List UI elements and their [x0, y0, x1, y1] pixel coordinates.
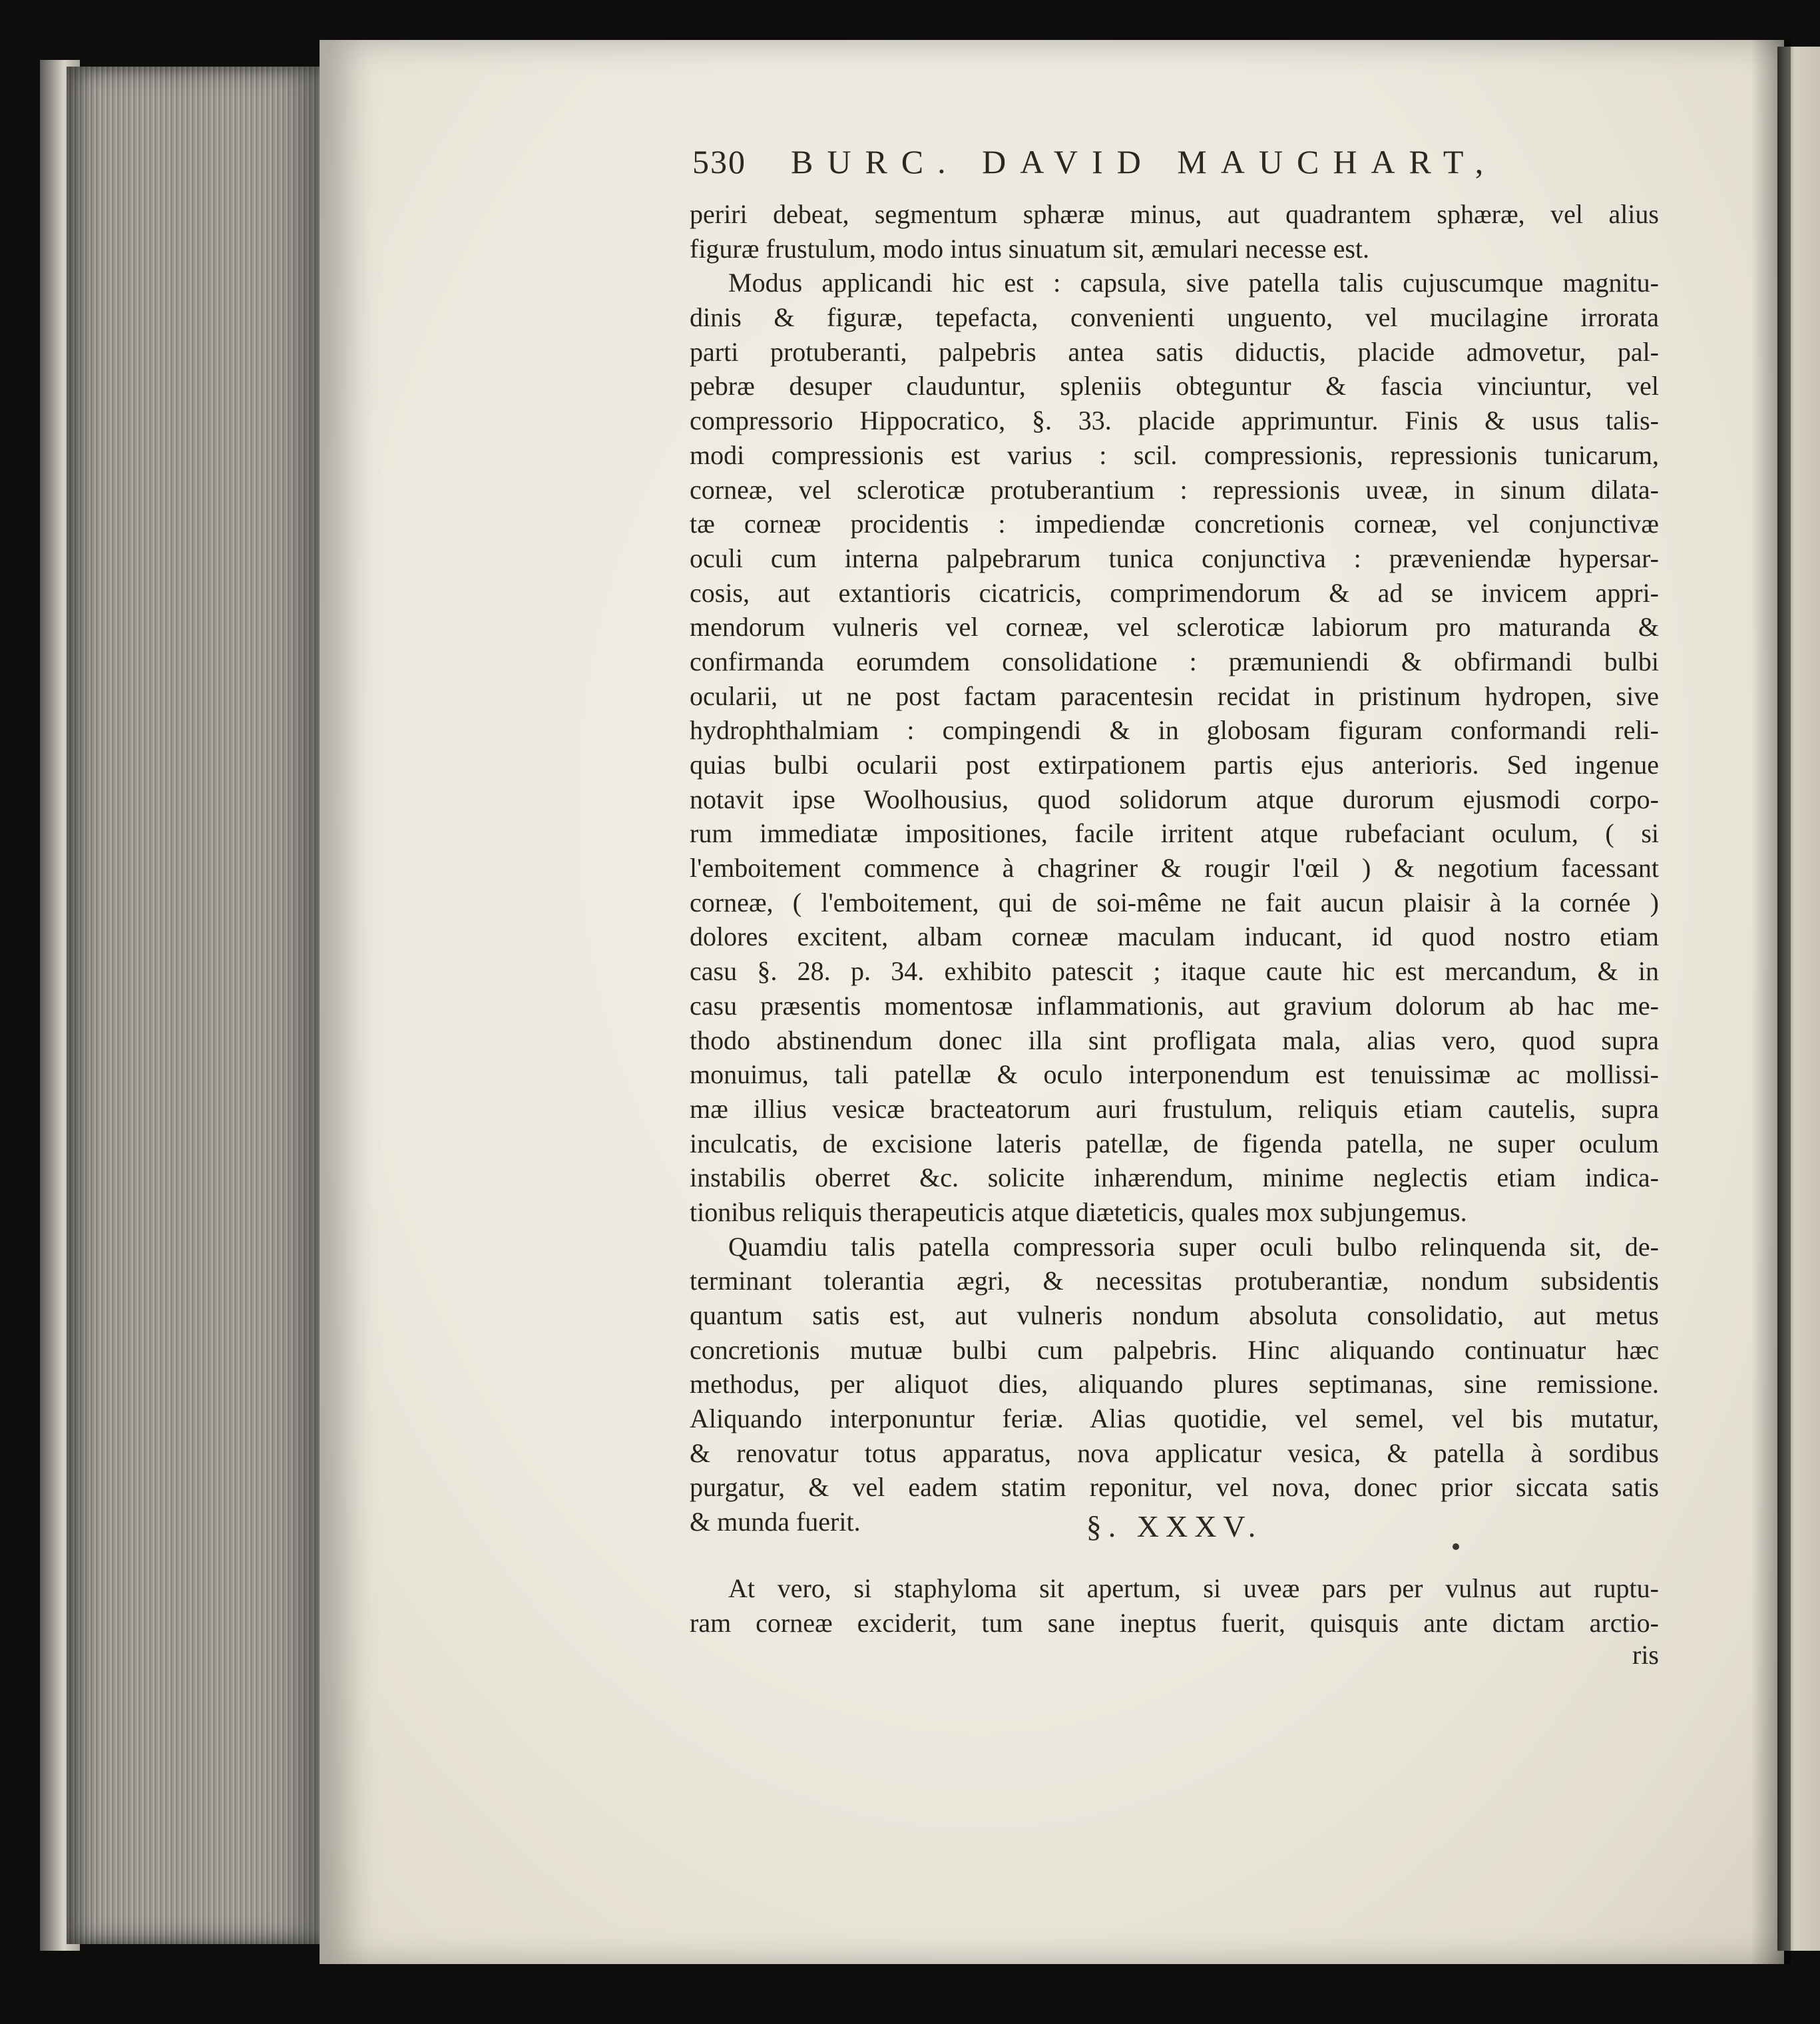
text-line: & munda fuerit.	[690, 1507, 861, 1537]
text-line: notavit ipse Woolhousius, quod solidorum atque durorum ejusmodi corpo-	[690, 784, 1659, 814]
text-line: casu §. 28. p. 34. exhibito patescit ; itaque caute hic est mercandum, & in	[690, 956, 1659, 987]
ink-speck	[1453, 1543, 1459, 1550]
text-line: figuræ frustulum, modo intus sinuatum sit, æmulari necesse est.	[690, 233, 1370, 264]
text-line: dinis & figuræ, tepefacta, convenienti unguento, vel mucilagine irrorata	[690, 302, 1659, 333]
text-line: methodus, per aliquot dies, aliquando plures septimanas, sine remissione.	[690, 1369, 1659, 1399]
text-line: oculi cum interna palpebrarum tunica conjunctiva : præveniendæ hypersar-	[690, 543, 1659, 573]
text-line: pebræ desuper clauduntur, spleniis obteguntur & fascia vinciuntur, vel	[690, 371, 1659, 401]
text-line: tæ corneæ procidentis : impediendæ concretionis corneæ, vel conjunctivæ	[690, 509, 1659, 539]
text-line: Aliquando interponuntur feriæ. Alias quotidie, vel semel, vel bis mutatur,	[690, 1403, 1659, 1434]
text-line: thodo abstinendum donec illa sint profligata mala, alias vero, quod supra	[690, 1025, 1659, 1055]
text-line: Quamdiu talis patella compressoria super oculi bulbo relinquenda sit, de-	[728, 1231, 1659, 1262]
section-heading: §. XXXV.	[1086, 1509, 1263, 1543]
text-line: ocularii, ut ne post factam paracentesin recidat in pristinum hydropen, sive	[690, 680, 1659, 711]
text-line: concretionis mutuæ bulbi cum palpebris. Hinc aliquando continuatur hæc	[690, 1334, 1659, 1365]
text-line: mæ illius vesicæ bracteatorum auri frustulum, reliquis etiam cautelis, supra	[690, 1093, 1659, 1124]
page-block-edges	[67, 67, 320, 1944]
text-line: quias bulbi ocularii post extirpationem partis ejus anterioris. Sed ingenue	[690, 750, 1659, 780]
text-line: hydrophthalmiam : compingendi & in globosam figuram conformandi reli-	[690, 715, 1659, 746]
text-line: corneæ, vel scleroticæ protuberantium : repressionis uveæ, in sinum dilata-	[690, 474, 1659, 505]
text-line: tionibus reliquis therapeuticis atque diæteticis, quales mox subjungemus.	[690, 1196, 1467, 1227]
catchword: ris	[1632, 1640, 1659, 1670]
text-line: inculcatis, de excisione lateris patellæ, de figenda patella, ne super oculum	[690, 1128, 1659, 1158]
text-line: dolores excitent, albam corneæ maculam inducant, id quod nostro etiam	[690, 921, 1659, 952]
body-text	[690, 197, 1659, 1539]
text-line: mendorum vulneris vel corneæ, vel scleroticæ labiorum pro maturanda &	[690, 612, 1659, 642]
text-line: Modus applicandi hic est : capsula, sive patella talis cujuscumque magnitu-	[728, 268, 1659, 298]
text-line: parti protuberanti, palpebris antea satis diductis, placide admovetur, pal-	[690, 336, 1659, 367]
running-title: BURC. DAVID MAUCHART,	[791, 143, 1498, 180]
text-line: confirmanda eorumdem consolidatione : præmuniendi & obfirmandi bulbi	[690, 646, 1659, 676]
page-number: 530	[692, 143, 746, 180]
text-line: quantum satis est, aut vulneris nondum absoluta consolidatio, aut metus	[690, 1300, 1659, 1330]
text-line: casu præsentis momentosæ inflammationis, aut gravium dolorum ab hac me-	[690, 990, 1659, 1021]
text-line: instabilis oberret &c. solicite inhærendum, minime neglectis etiam indica-	[690, 1162, 1659, 1193]
text-line: terminant tolerantia ægri, & necessitas protuberantiæ, nondum subsidentis	[690, 1266, 1659, 1296]
text-line: & renovatur totus apparatus, nova applicatur vesica, & patella à sordibus	[690, 1437, 1659, 1468]
text-line: ram corneæ exciderit, tum sane ineptus fuerit, quisquis ante dictam arctio-	[690, 1607, 1659, 1638]
text-line: purgatur, & vel eadem statim reponitur, vel nova, donec prior siccata satis	[690, 1472, 1659, 1503]
text-line: modi compressionis est varius : scil. compressionis, repressionis tunicarum,	[690, 439, 1659, 470]
final-paragraph	[690, 1571, 1659, 1640]
text-line: rum immediatæ impositiones, facile irritent atque rubefaciant oculum, ( si	[690, 818, 1659, 849]
running-head	[692, 142, 1518, 185]
text-line: compressorio Hippocratico, §. 33. placide apprimuntur. Finis & usus talis-	[690, 405, 1659, 436]
gutter-shadow	[1751, 40, 1791, 1964]
text-line: periri debeat, segmentum sphæræ minus, aut quadrantem sphæræ, vel alius	[690, 199, 1659, 229]
text-line: At vero, si staphyloma sit apertum, si uveæ pars per vulnus aut ruptu-	[728, 1573, 1659, 1603]
text-line: cosis, aut extantioris cicatricis, comprimendorum & ad se invicem appri-	[690, 577, 1659, 608]
text-line: l'emboitement commence à chagriner & rougir l'œil ) & negotium facessant	[690, 853, 1659, 884]
text-line: monuimus, tali patellæ & oculo interponendum est tenuissimæ ac mollissi-	[690, 1059, 1659, 1090]
text-line: corneæ, ( l'emboitement, qui de soi-même ne fait aucun plaisir à la cornée )	[690, 887, 1659, 917]
